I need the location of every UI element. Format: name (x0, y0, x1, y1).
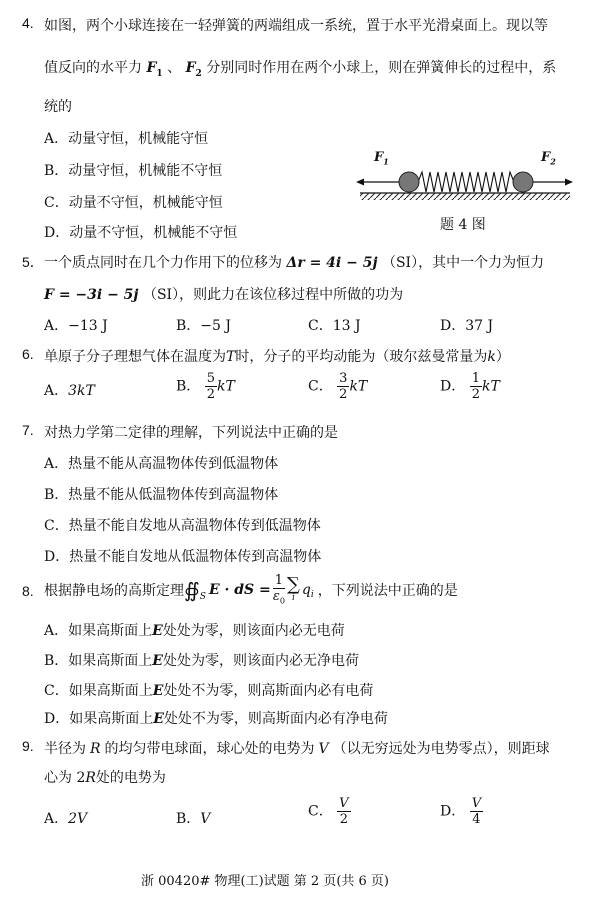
option-a: A．−13 J (44, 318, 108, 334)
question-text: 如图，两个小球连接在一轻弹簧的两端组成一系统，置于水平光滑桌面上。现以等 (44, 18, 548, 34)
option-d: D． $\frac{V}{4}$ (440, 796, 482, 827)
option-a: A．3kT (44, 383, 95, 399)
question-text: 心为 2R处的电势为 (44, 770, 166, 786)
option-c: C．如果高斯面上E处处不为零，则高斯面内必有电荷 (44, 683, 374, 699)
option-b: B．−5 J (176, 318, 231, 334)
option-a: A．热量不能从高温物体传到低温物体 (44, 456, 279, 472)
arrowhead-left (356, 179, 364, 186)
option-d: D．热量不能自发地从低温物体传到高温物体 (44, 549, 322, 565)
question-text: 半径为 R 的均匀带电球面，球心处的电势为 V （以无穷远处为电势零点），则距球 (44, 741, 550, 757)
option-a: A．动量守恒，机械能守恒 (44, 131, 209, 147)
question-number: 4. (22, 15, 34, 31)
question-text: 统的 (44, 99, 72, 115)
fraction: $\frac{1}{2}$ (471, 371, 480, 402)
option-b: B．热量不能从低温物体传到高温物体 (44, 487, 279, 503)
question-text: F = −3i − 5j （SI），则此力在该位移过程中所做的功为 (44, 287, 404, 303)
figure-caption: 题 4 图 (440, 217, 486, 233)
fraction: $\frac{1}{\varepsilon_0}$ (272, 573, 285, 606)
fraction: $\frac{3}{2}$ (339, 371, 348, 402)
arrowhead-right (565, 179, 573, 186)
question-text: 单原子分子理想气体在温度为T时，分子的平均动能为（玻尔兹曼常量为k） (44, 349, 510, 365)
option-c: C．动量不守恒，机械能守恒 (44, 195, 223, 211)
fraction: $\frac{5}{2}$ (206, 371, 216, 402)
option-d: D． $\frac{1}{2}$ kT (440, 371, 500, 402)
option-a: A．如果高斯面上E处处为零，则该面内必无电荷 (44, 623, 345, 639)
option-b: B． $\frac{5}{2}$ kT (176, 371, 235, 402)
ball-right (513, 172, 533, 192)
question-number: 8. (22, 583, 34, 599)
option-b: B．动量守恒，机械能不守恒 (44, 163, 223, 179)
question-text: 值反向的水平力 $F_1$ 、 $F_2$ 分别同时作用在两个小球上，则在弹簧伸长的过程中，系 (44, 60, 557, 79)
option-c: C．热量不能自发地从高温物体传到低温物体 (44, 518, 321, 534)
question-number: 9. (22, 738, 34, 754)
option-c: C．13 J (308, 318, 361, 334)
spring (418, 172, 514, 192)
question-number: 6. (22, 346, 34, 362)
surface-hatching (360, 193, 570, 200)
question-number: 5． (22, 254, 44, 270)
option-d: D．37 J (440, 318, 494, 334)
option-c: C． $\frac{V}{2}$ (308, 796, 349, 827)
question-text: 一个质点同时在几个力作用下的位移为 Δr = 4i − 5j （SI），其中一个力为恒力 (44, 255, 545, 271)
option-b: B．如果高斯面上E处处为零，则该面内必无净电荷 (44, 653, 359, 669)
page-footer: 浙 00420# 物理(工)试题 第 2 页(共 6 页) (141, 874, 390, 889)
figure-label-f1: $F_1$ (374, 150, 389, 167)
question-text: 对热力学第二定律的理解，下列说法中正确的是 (44, 425, 338, 441)
option-a: A．2V (44, 811, 88, 827)
ball-left (399, 172, 419, 192)
question-text: 根据静电场的高斯定理 ∯ $_S$ E · dS = $\frac{1}{\varepsilon_0}$ ∑ i q $_i$ ，下列说法中正确的是 (44, 573, 458, 606)
option-d: D．动量不守恒，机械能不守恒 (44, 225, 238, 241)
surface-integral-sign: ∯ (184, 577, 200, 602)
option-b: B．V (176, 811, 211, 827)
option-c: C． $\frac{3}{2}$ kT (308, 371, 368, 402)
figure-label-f2: $F_2$ (541, 150, 556, 167)
summation: ∑ i (287, 574, 300, 604)
option-d: D．如果高斯面上E处处不为零，则高斯面内必有净电荷 (44, 711, 388, 727)
fraction: $\frac{V}{4}$ (471, 796, 482, 827)
fraction: $\frac{V}{2}$ (339, 796, 349, 827)
question-number: 7. (22, 422, 34, 438)
